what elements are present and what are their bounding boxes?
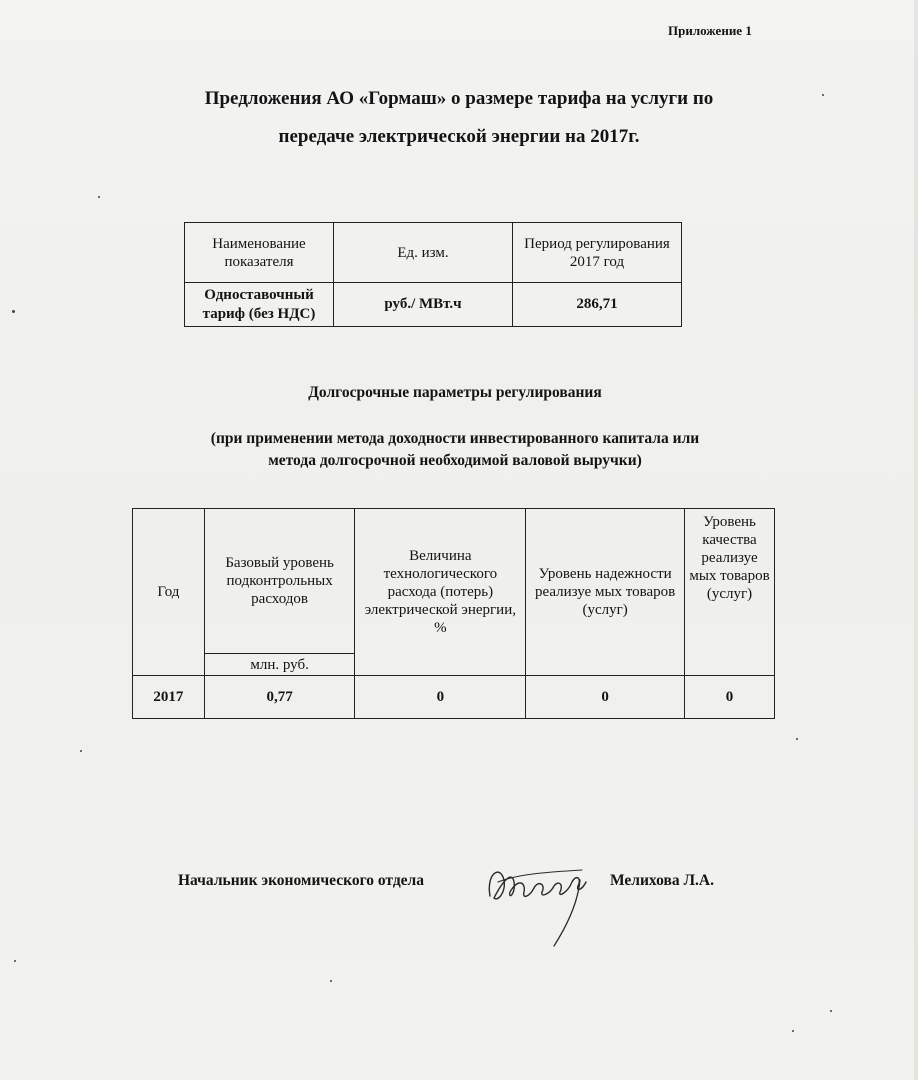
params-header-year: Год: [133, 509, 205, 676]
tariff-header-name: Наименование показателя: [185, 223, 334, 283]
signer-name: Мелихова Л.А.: [610, 872, 714, 889]
tariff-header-unit: Ед. изм.: [334, 223, 513, 283]
params-quality-cell: 0: [685, 676, 775, 719]
params-table: [132, 508, 775, 719]
section-note-line-1: (при применении метода доходности инвестированного капитала или: [210, 430, 700, 447]
scan-speck: [98, 196, 100, 198]
tariff-table: [184, 222, 682, 327]
params-year-cell: 2017: [133, 676, 205, 719]
params-header-base-level: Базовый уровень подконтрольных расходов: [204, 509, 355, 654]
scan-speck: [792, 1030, 794, 1032]
scan-speck: [822, 94, 824, 96]
scan-speck: [80, 750, 82, 752]
scan-speck: [12, 310, 15, 313]
document-title: [100, 80, 818, 156]
params-losses-cell: 0: [355, 676, 526, 719]
scan-speck: [796, 738, 798, 740]
handwritten-signature: [478, 852, 608, 952]
params-header-row: [133, 509, 775, 654]
table-row: [185, 283, 682, 327]
scan-speck: [830, 1010, 832, 1012]
params-header-quality: Уровень качества реализуе мых товаров (услуг): [685, 509, 775, 676]
signer-role: Начальник экономического отдела: [178, 872, 424, 889]
tariff-unit-cell: руб./ МВт.ч: [334, 283, 513, 327]
tariff-name-cell: Одноставочный тариф (без НДС): [185, 283, 334, 327]
appendix-label: Приложение 1: [668, 23, 752, 38]
params-header-base-unit: млн. руб.: [204, 654, 355, 676]
tariff-table-header-row: [185, 223, 682, 283]
title-line-1: Предложения АО «Гормаш» о размере тарифа на услуги по: [204, 88, 714, 109]
signature-block: [178, 852, 758, 952]
params-reliability-cell: 0: [526, 676, 685, 719]
section-note-line-2: метода долгосрочной необходимой валовой выручки): [268, 452, 642, 469]
section-heading: Долгосрочные параметры регулирования: [308, 384, 602, 401]
section-note: [120, 428, 790, 472]
params-base-level-cell: 0,77: [204, 676, 355, 719]
tariff-header-period: Период регулирования 2017 год: [513, 223, 682, 283]
tariff-value-cell: 286,71: [513, 283, 682, 327]
params-header-losses: Величина технологического расхода (потерь) электрической энергии, %: [355, 509, 526, 676]
title-line-2: передаче электрической энергии на 2017г.: [278, 126, 640, 147]
params-header-reliability: Уровень надежности реализуе мых товаров (услуг): [526, 509, 685, 676]
scan-speck: [330, 980, 332, 982]
scan-speck: [14, 960, 16, 962]
table-row: [133, 676, 775, 719]
scan-edge: [914, 0, 918, 1080]
